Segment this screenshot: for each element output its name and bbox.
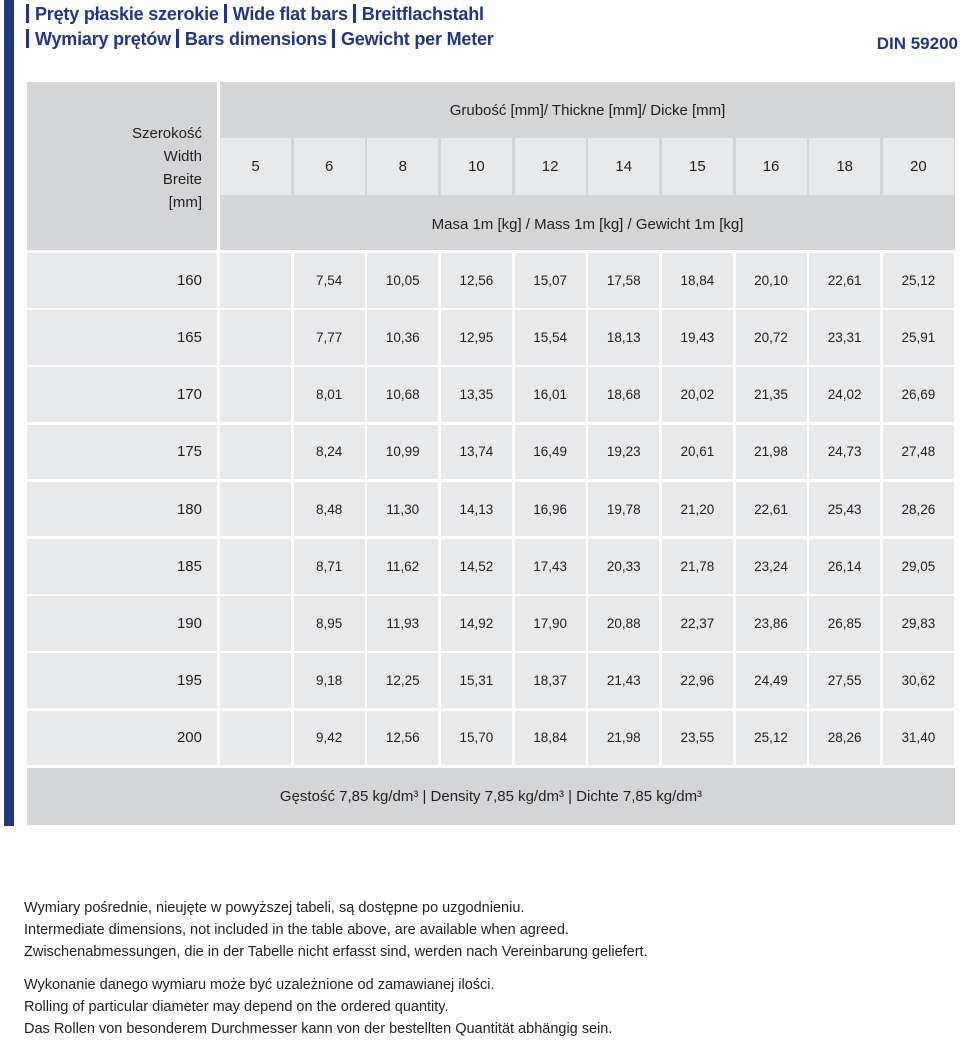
mass-cell: 28,26 <box>809 711 880 766</box>
mass-cell: 22,37 <box>662 596 733 651</box>
mass-cell <box>220 425 291 480</box>
title-line-1 <box>26 4 484 25</box>
width-row-label: 190 <box>27 596 217 651</box>
mass-cell: 22,96 <box>662 653 733 708</box>
width-row-label: 170 <box>27 367 217 422</box>
width-row-label: 195 <box>27 653 217 708</box>
mass-cell: 12,25 <box>367 653 438 708</box>
mass-cell: 28,26 <box>883 482 954 537</box>
mass-cell: 26,14 <box>809 539 880 594</box>
mass-cell: 7,77 <box>294 310 365 365</box>
mass-cell: 17,43 <box>515 539 586 594</box>
mass-cell: 31,40 <box>883 711 954 766</box>
mass-cell: 20,88 <box>588 596 659 651</box>
mass-cell: 8,71 <box>294 539 365 594</box>
accent-bar <box>4 0 14 826</box>
dimensions-table <box>27 82 955 825</box>
mass-cell <box>220 596 291 651</box>
thickness-header-cell: 12 <box>515 138 586 195</box>
mass-cell: 20,61 <box>662 425 733 480</box>
mass-cell: 23,31 <box>809 310 880 365</box>
width-header-pl: Szerokość <box>131 125 202 142</box>
mass-cell: 20,33 <box>588 539 659 594</box>
mass-cell: 15,70 <box>441 711 512 766</box>
mass-cell: 22,61 <box>809 253 880 308</box>
thickness-header-cell: 14 <box>588 138 659 195</box>
mass-cell <box>220 539 291 594</box>
mass-cell: 25,12 <box>736 711 807 766</box>
mass-cell: 24,73 <box>809 425 880 480</box>
note-line: Intermediate dimensions, not included in the table above, are available when agreed. <box>24 922 569 938</box>
mass-cell: 25,12 <box>883 253 954 308</box>
mass-cell: 16,01 <box>515 367 586 422</box>
notes-intermediate <box>24 897 648 963</box>
mass-cell: 30,62 <box>883 653 954 708</box>
mass-cell: 21,98 <box>736 425 807 480</box>
mass-cell: 15,54 <box>515 310 586 365</box>
subtitle-en: Bars dimensions <box>184 29 327 49</box>
mass-cell: 7,54 <box>294 253 365 308</box>
mass-cell: 9,18 <box>294 653 365 708</box>
mass-cell: 14,52 <box>441 539 512 594</box>
mass-cell: 11,30 <box>367 482 438 537</box>
width-row-label: 200 <box>27 711 217 766</box>
mass-cell: 27,55 <box>809 653 880 708</box>
mass-cell <box>220 310 291 365</box>
mass-cell: 20,10 <box>736 253 807 308</box>
note-line: Rolling of particular diameter may depend on the ordered quantity. <box>24 999 449 1015</box>
width-row-label: 165 <box>27 310 217 365</box>
mass-cell: 20,02 <box>662 367 733 422</box>
standard-label: DIN 59200 <box>876 34 958 53</box>
separator <box>26 4 29 23</box>
mass-cell: 27,48 <box>883 425 954 480</box>
title-en: Wide flat bars <box>232 4 348 24</box>
mass-cell: 20,72 <box>736 310 807 365</box>
mass-cell: 11,62 <box>367 539 438 594</box>
note-line: Das Rollen von besonderem Durchmesser kann von der bestellten Quantität abhängig sein. <box>24 1021 613 1037</box>
mass-cell: 18,84 <box>515 711 586 766</box>
thickness-header-cell: 20 <box>883 138 954 195</box>
width-row-label: 175 <box>27 425 217 480</box>
thickness-header-cell: 18 <box>809 138 880 195</box>
mass-cell <box>220 653 291 708</box>
mass-cell: 21,35 <box>736 367 807 422</box>
width-column-header <box>27 82 217 250</box>
notes-rolling <box>24 974 612 1040</box>
mass-cell: 14,92 <box>441 596 512 651</box>
mass-cell: 26,85 <box>809 596 880 651</box>
thickness-header-cell: 10 <box>441 138 512 195</box>
mass-cell: 19,78 <box>588 482 659 537</box>
mass-cell: 19,23 <box>588 425 659 480</box>
mass-cell: 23,55 <box>662 711 733 766</box>
mass-cell: 9,42 <box>294 711 365 766</box>
width-header-unit: [mm] <box>168 194 202 211</box>
mass-cell: 15,31 <box>441 653 512 708</box>
thickness-header-cell: 15 <box>662 138 733 195</box>
mass-cell: 17,58 <box>588 253 659 308</box>
mass-title: Masa 1m [kg] / Mass 1m [kg] / Gewicht 1m [kg] <box>431 216 744 233</box>
mass-cell: 25,91 <box>883 310 954 365</box>
mass-cell: 24,49 <box>736 653 807 708</box>
mass-cell: 18,13 <box>588 310 659 365</box>
title-pl: Pręty płaskie szerokie <box>35 4 219 24</box>
mass-cell: 8,95 <box>294 596 365 651</box>
mass-cell: 14,13 <box>441 482 512 537</box>
mass-cell: 10,68 <box>367 367 438 422</box>
title-de: Breitflachstahl <box>361 4 484 24</box>
mass-cell: 22,61 <box>736 482 807 537</box>
thickness-title: Grubość [mm]/ Thickne [mm]/ Dicke [mm] <box>449 102 726 119</box>
mass-cell: 29,83 <box>883 596 954 651</box>
mass-cell: 16,96 <box>515 482 586 537</box>
width-header-de: Breite <box>162 171 202 188</box>
mass-cell: 21,43 <box>588 653 659 708</box>
note-line: Wykonanie danego wymiaru może być uzależnione od zamawianej ilości. <box>24 977 495 993</box>
thickness-header-cell: 5 <box>220 138 291 195</box>
separator <box>176 29 179 48</box>
thickness-header-cell: 16 <box>736 138 807 195</box>
mass-cell: 23,86 <box>736 596 807 651</box>
mass-cell: 8,48 <box>294 482 365 537</box>
mass-cell: 11,93 <box>367 596 438 651</box>
mass-cell: 13,74 <box>441 425 512 480</box>
note-line: Wymiary pośrednie, nieujęte w powyższej tabeli, są dostępne po uzgodnieniu. <box>24 900 525 916</box>
thickness-header <box>220 82 955 250</box>
separator <box>353 4 356 23</box>
mass-cell: 8,01 <box>294 367 365 422</box>
thickness-header-cell: 8 <box>367 138 438 195</box>
mass-cell <box>220 367 291 422</box>
width-row-label: 180 <box>27 482 217 537</box>
density-row: Gęstość 7,85 kg/dm³ | Density 7,85 kg/dm³ | Dichte 7,85 kg/dm³ <box>27 768 955 825</box>
mass-cell: 10,05 <box>367 253 438 308</box>
mass-cell: 23,24 <box>736 539 807 594</box>
separator <box>332 29 335 48</box>
mass-cell <box>220 482 291 537</box>
mass-cell <box>220 253 291 308</box>
separator <box>26 29 29 48</box>
mass-cell: 13,35 <box>441 367 512 422</box>
mass-cell: 18,37 <box>515 653 586 708</box>
mass-cell: 18,68 <box>588 367 659 422</box>
mass-cell: 12,56 <box>367 711 438 766</box>
subtitle-de: Gewicht per Meter <box>340 29 494 49</box>
width-row-label: 185 <box>27 539 217 594</box>
mass-cell: 29,05 <box>883 539 954 594</box>
mass-cell: 8,24 <box>294 425 365 480</box>
mass-cell: 12,95 <box>441 310 512 365</box>
mass-cell: 26,69 <box>883 367 954 422</box>
title-line-2 <box>26 29 494 50</box>
mass-cell: 16,49 <box>515 425 586 480</box>
separator <box>224 4 227 23</box>
note-line: Zwischenabmessungen, die in der Tabelle nicht erfasst sind, werden nach Vereinbarung geliefert. <box>24 944 648 960</box>
mass-cell <box>220 711 291 766</box>
mass-cell: 21,20 <box>662 482 733 537</box>
mass-cell: 18,84 <box>662 253 733 308</box>
subtitle-pl: Wymiary prętów <box>35 29 171 49</box>
thickness-header-cell: 6 <box>294 138 365 195</box>
mass-cell: 12,56 <box>441 253 512 308</box>
mass-cell: 21,78 <box>662 539 733 594</box>
mass-cell: 24,02 <box>809 367 880 422</box>
mass-cell: 25,43 <box>809 482 880 537</box>
mass-cell: 19,43 <box>662 310 733 365</box>
width-header-en: Width <box>163 148 202 165</box>
mass-cell: 10,99 <box>367 425 438 480</box>
width-row-label: 160 <box>27 253 217 308</box>
mass-cell: 15,07 <box>515 253 586 308</box>
mass-cell: 17,90 <box>515 596 586 651</box>
mass-cell: 10,36 <box>367 310 438 365</box>
mass-cell: 21,98 <box>588 711 659 766</box>
